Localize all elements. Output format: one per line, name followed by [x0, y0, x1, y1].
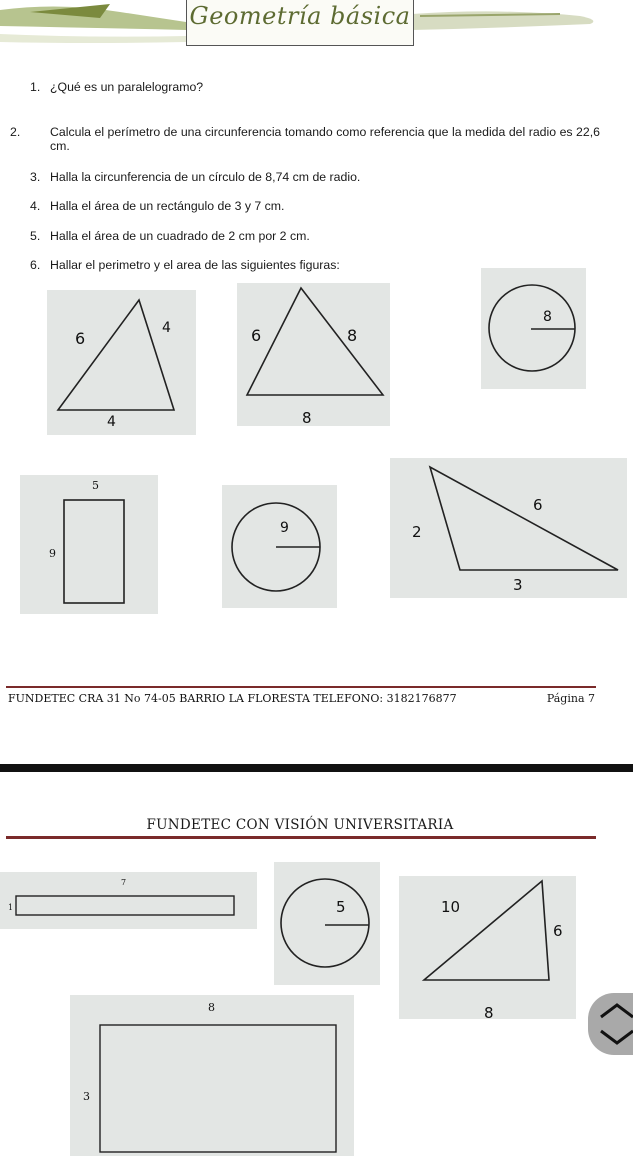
- figure-triangle-c: [390, 458, 627, 598]
- height-label: 3: [83, 1090, 90, 1103]
- question-text: Calcula el perímetro de una circunferencia tomando como referencia que la medida del radio es 22,6 cm.: [50, 125, 600, 153]
- question-text: Hallar el perimetro y el area de las siguientes figuras:: [50, 258, 340, 272]
- chevron-down-icon[interactable]: [601, 1031, 633, 1043]
- question-3: [30, 170, 600, 184]
- footer-rule: [6, 686, 596, 688]
- question-number: 2.: [10, 125, 21, 139]
- footer-address: FUNDETEC CRA 31 No 74-05 BARRIO LA FLORESTA TELEFONO: 3182176877: [8, 692, 457, 705]
- side-label: 6: [75, 329, 86, 348]
- side-label: 3: [513, 576, 523, 594]
- question-number: 6.: [30, 258, 41, 272]
- width-label: 5: [92, 479, 99, 492]
- height-label: 9: [49, 547, 56, 560]
- heading-rule: [6, 836, 596, 839]
- question-2: [10, 125, 600, 153]
- figure-rectangle-a: [20, 475, 158, 614]
- side-label: 8: [347, 326, 358, 345]
- side-label: 6: [553, 922, 563, 940]
- question-number: 1.: [30, 80, 41, 94]
- question-text: Halla la circunferencia de un círculo de 8,74 cm de radio.: [50, 170, 361, 184]
- page-break: [0, 764, 633, 772]
- height-label: 1: [8, 903, 14, 912]
- figure-rectangle-b: [0, 872, 257, 929]
- side-label: 2: [412, 523, 422, 541]
- side-label: 8: [484, 1004, 494, 1019]
- question-text: Halla el área de un rectángulo de 3 y 7 cm.: [50, 199, 285, 213]
- title-box: [186, 0, 414, 46]
- figure-rectangle-c: [70, 995, 354, 1156]
- question-1: [30, 80, 600, 94]
- scroll-nav-button[interactable]: [588, 993, 633, 1055]
- chevron-up-icon[interactable]: [601, 1005, 633, 1017]
- side-label: 6: [533, 496, 543, 514]
- radius-label: 8: [543, 309, 552, 325]
- side-label: 6: [251, 326, 262, 345]
- side-label: 10: [441, 898, 461, 916]
- width-label: 7: [121, 878, 127, 887]
- radius-label: 9: [280, 520, 289, 536]
- figure-triangle-b: [237, 283, 390, 426]
- question-5: [30, 229, 600, 243]
- side-label: 8: [302, 409, 312, 426]
- figure-circle-a: [481, 268, 586, 389]
- question-number: 4.: [30, 199, 41, 213]
- page-title: Geometría básica: [189, 2, 411, 30]
- width-label: 8: [208, 1001, 215, 1014]
- radius-label: 5: [336, 898, 346, 916]
- side-label: 4: [162, 320, 171, 336]
- question-4: [30, 199, 600, 213]
- page-number: Página 7: [546, 692, 595, 705]
- question-text: Halla el área de un cuadrado de 2 cm por 2 cm.: [50, 229, 310, 243]
- figure-triangle-a: [47, 290, 196, 435]
- question-number: 3.: [30, 170, 41, 184]
- figure-circle-b: [222, 485, 337, 608]
- figure-triangle-d: [399, 876, 576, 1019]
- org-heading: FUNDETEC CON VISIÓN UNIVERSITARIA: [146, 817, 454, 833]
- question-text: ¿Qué es un paralelogramo?: [50, 80, 204, 94]
- side-label: 4: [107, 414, 116, 430]
- figure-circle-c: [274, 862, 380, 985]
- question-number: 5.: [30, 229, 41, 243]
